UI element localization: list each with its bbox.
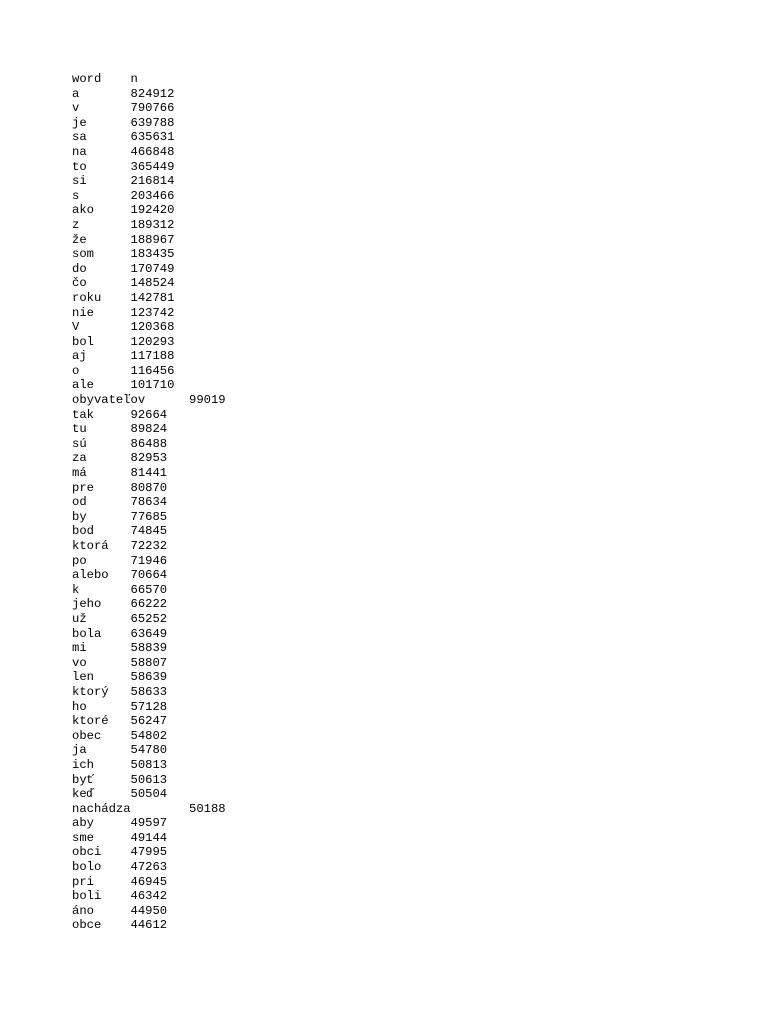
- word-count-line: do 170749: [72, 261, 175, 276]
- word-count-line: čo 148524: [72, 276, 175, 291]
- word-count-line: ktorá 72232: [72, 539, 168, 553]
- word-count-line: na 466848: [72, 144, 175, 159]
- word-count-line: tu 89824: [72, 422, 168, 437]
- text-document: [72, 72, 226, 933]
- word-count-line: bola 63649: [72, 626, 168, 641]
- word-count-line: ktorý 58633: [72, 684, 168, 699]
- word-count-line: k 66570: [72, 582, 168, 597]
- word-count-line: som 183435: [72, 247, 175, 262]
- word-count-line: s 203466: [72, 188, 175, 203]
- header-line: word n: [72, 72, 138, 86]
- word-count-line: roku 142781: [72, 290, 175, 305]
- word-count-line: V 120368: [72, 320, 175, 335]
- word-count-line: nachádza 50188: [72, 801, 226, 816]
- word-count-line: má 81441: [72, 466, 168, 481]
- word-count-line: len 58639: [72, 670, 168, 685]
- word-count-line: obyvateľov 99019: [72, 393, 226, 408]
- word-count-line: aj 117188: [72, 349, 175, 364]
- word-count-line: ja 54780: [72, 743, 168, 758]
- word-count-line: bod 74845: [72, 524, 168, 539]
- word-count-line: ho 57128: [72, 699, 168, 714]
- word-count-line: ako 192420: [72, 203, 175, 218]
- word-count-line: jeho 66222: [72, 597, 168, 612]
- word-count-line: sú 86488: [72, 436, 168, 451]
- word-count-line: ich 50813: [72, 757, 168, 772]
- word-count-line: alebo 70664: [72, 568, 168, 583]
- word-count-line: bol 120293: [72, 334, 175, 349]
- word-count-line: o 116456: [72, 363, 175, 378]
- word-count-line: áno 44950: [72, 903, 168, 918]
- word-count-line: obci 47995: [72, 845, 168, 860]
- word-count-line: sme 49144: [72, 830, 168, 845]
- word-count-line: za 82953: [72, 451, 168, 466]
- word-count-line: že 188967: [72, 232, 175, 247]
- word-count-line: ale 101710: [72, 378, 175, 393]
- word-count-line: sa 635631: [72, 130, 175, 145]
- word-count-line: pri 46945: [72, 874, 168, 889]
- word-count-line: si 216814: [72, 174, 175, 189]
- word-count-line: obce 44612: [72, 918, 168, 933]
- word-count-line: aby 49597: [72, 816, 168, 831]
- word-count-line: bolo 47263: [72, 860, 168, 875]
- word-count-line: ktoré 56247: [72, 714, 168, 729]
- word-count-line: je 639788: [72, 115, 175, 130]
- word-count-line: v 790766: [72, 101, 175, 116]
- word-count-line: to 365449: [72, 159, 175, 174]
- word-count-line: obec 54802: [72, 728, 168, 743]
- word-count-line: byť 50613: [72, 772, 168, 787]
- word-count-line: už 65252: [72, 611, 168, 626]
- word-count-line: mi 58839: [72, 641, 168, 656]
- word-count-line: keď 50504: [72, 787, 168, 802]
- word-count-line: a 824912: [72, 86, 175, 101]
- word-count-line: nie 123742: [72, 305, 175, 320]
- word-count-line: po 71946: [72, 553, 168, 568]
- word-count-line: by 77685: [72, 509, 168, 524]
- word-count-line: vo 58807: [72, 655, 168, 670]
- word-count-line: tak 92664: [72, 407, 168, 422]
- word-count-line: z 189312: [72, 217, 175, 232]
- word-count-line: boli 46342: [72, 889, 168, 904]
- word-count-line: pre 80870: [72, 480, 168, 495]
- word-count-line: od 78634: [72, 495, 168, 510]
